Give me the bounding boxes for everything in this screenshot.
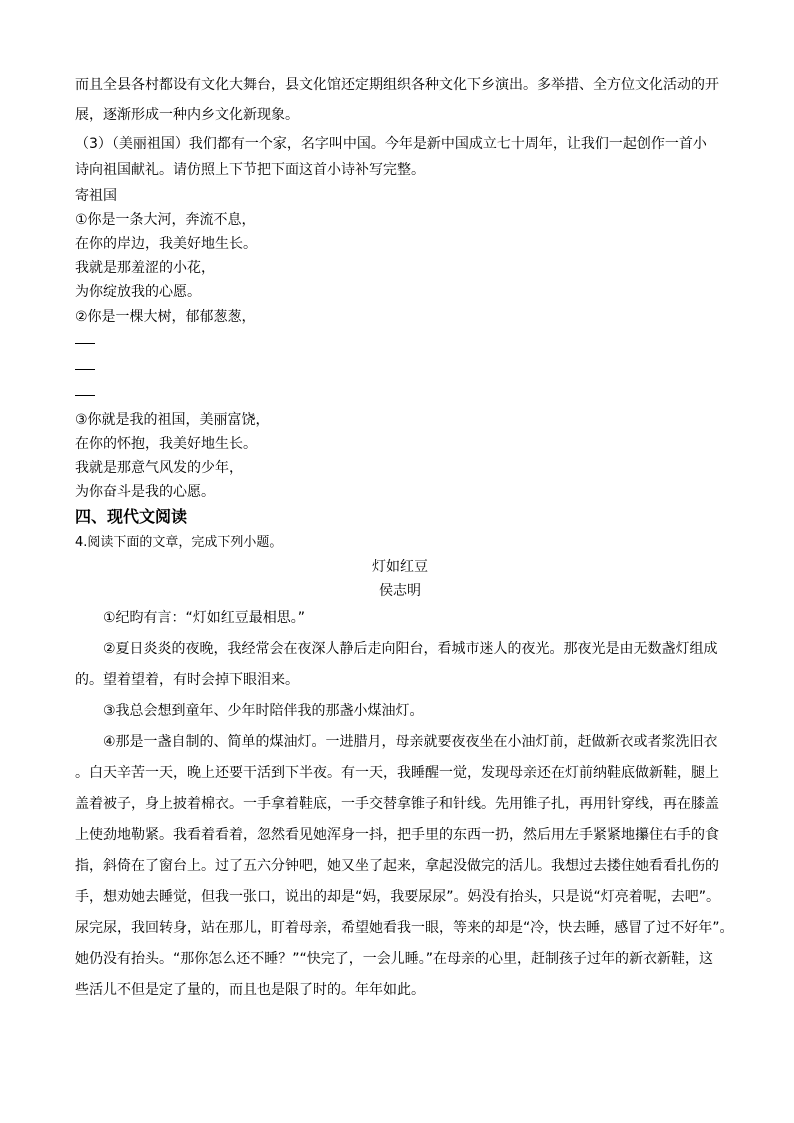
article-paragraph-cont: 的。望着望着，有时会掉下眼泪来。 bbox=[75, 672, 299, 688]
question-3 bbox=[75, 134, 725, 180]
article-paragraph-cont: 她仍没有抬头。“那你怎么还不睡？”“快完了，一会儿睡。”在母亲的心里，赶制孩子过年的新衣新鞋，这 bbox=[75, 951, 714, 967]
article-paragraph-cont: 指，斜倚在了窗台上。过了五六分钟吧，她又坐了起来，拿起没做完的活儿。我想过去搂住她看看扎伤的 bbox=[75, 858, 719, 874]
poem-line: 为你奋斗是我的心愿。 bbox=[75, 484, 215, 500]
poem-line: 我就是那羞涩的小花， bbox=[75, 260, 215, 276]
poem bbox=[75, 184, 725, 504]
article-paragraph-cont: 尿完尿，我回转身，站在那儿，盯着母亲，希望她看我一眼，等来的却是“冷，快去睡，感冒了过不好年”。 bbox=[75, 920, 734, 936]
question-4-prompt: 4.阅读下面的文章，完成下列小题。 bbox=[75, 535, 283, 550]
article-title: 灯如红豆 bbox=[372, 559, 428, 575]
poem-line: ③你就是我的祖国，美丽富饶， bbox=[75, 412, 270, 428]
article-paragraph-cont: 盖着被子，身上披着棉衣。一手拿着鞋底，一手交替拿锥子和针线。先用锥子扎，再用针穿线，再在膝盖 bbox=[75, 796, 719, 812]
article-paragraph-cont: 手，想劝她去睡觉，但我一张口，说出的却是“妈，我要尿尿”。妈没有抬头，只是说“灯亮着呢，去吧”。 bbox=[75, 889, 721, 905]
text-line: 而且全县各村都设有文化大舞台，县文化馆还定期组织各种文化下乡演出。多举措、全方位文化活动的开 bbox=[75, 77, 719, 93]
section-heading: 四、现代文阅读 bbox=[75, 507, 188, 526]
question-3-line: （3）（美丽祖国）我们都有一个家，名字叫中国。今年是新中国成立七十周年，让我们一起创作一首小 bbox=[75, 136, 707, 152]
poem-title: 寄祖国 bbox=[75, 188, 117, 204]
poem-line: ②你是一棵大树，郁郁葱葱， bbox=[75, 309, 256, 325]
document-page bbox=[75, 70, 734, 1006]
answer-blank[interactable] bbox=[75, 330, 725, 356]
poem-line: ①你是一条大河，奔流不息， bbox=[75, 212, 256, 228]
poem-line: 为你绽放我的心愿。 bbox=[75, 284, 201, 300]
poem-line: 我就是那意气风发的少年， bbox=[75, 460, 243, 476]
intro-paragraph bbox=[75, 70, 725, 130]
text-line: 展，逐渐形成一种内乡文化新现象。 bbox=[75, 107, 299, 123]
article-paragraph-cont: 上使劲地勒紧。我看着看着，忽然看见她浑身一抖，把手里的东西一扔，然后用左手紧紧地攥住右手的食 bbox=[75, 827, 719, 843]
answer-blank[interactable] bbox=[75, 382, 725, 408]
article-author: 侯志明 bbox=[379, 583, 421, 599]
poem-line: 在你的岸边，我美好地生长。 bbox=[75, 236, 257, 252]
article-paragraph: ④那是一盏自制的、简单的煤油灯。一进腊月，母亲就要夜夜坐在小油灯前，赶做新衣或者浆洗旧衣 bbox=[103, 734, 718, 750]
article-paragraph: ③我总会想到童年、少年时陪伴我的那盏小煤油灯。 bbox=[103, 703, 424, 719]
answer-blank[interactable] bbox=[75, 356, 725, 382]
article-paragraph: ②夏日炎炎的夜晚，我经常会在夜深人静后走向阳台，看城市迷人的夜光。那夜光是由无数盏灯组成 bbox=[103, 641, 718, 657]
poem-line: 在你的怀抱，我美好地生长。 bbox=[75, 436, 257, 452]
question-3-line: 诗向祖国献礼。请仿照上下节把下面这首小诗补写完整。 bbox=[75, 162, 425, 178]
article-paragraph: ①纪昀有言：“灯如红豆最相思。” bbox=[103, 610, 306, 626]
article-paragraph-cont: 些活儿不但是定了量的，而且也是限了时的。年年如此。 bbox=[75, 982, 425, 998]
article bbox=[75, 555, 734, 1006]
article-paragraph-cont: 。白天辛苦一天，晚上还要干活到下半夜。有一天，我睡醒一觉，发现母亲还在灯前纳鞋底做新鞋，腿上 bbox=[75, 765, 719, 781]
